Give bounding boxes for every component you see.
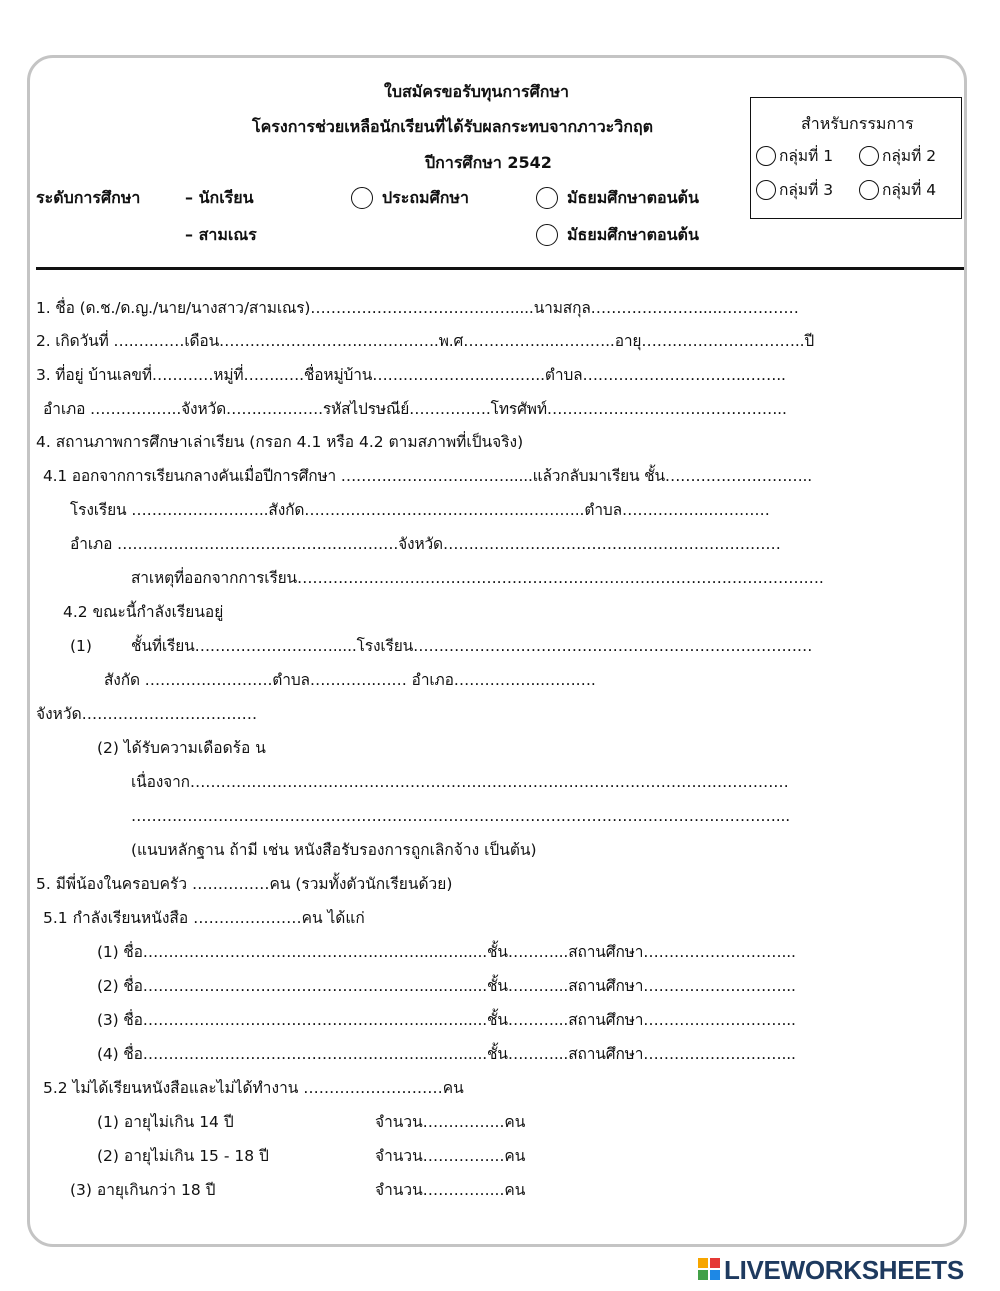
field-5-2-not-studying[interactable]: 5.2 ไม่ได้เรียนหนังสือและไม่ได้ทำงาน ………………………คน	[43, 1079, 464, 1097]
item-4-2-2-heading: (2) ได้รับความเดือดร้อ น	[97, 739, 266, 757]
field-hardship-reason-2[interactable]: ………………………………………………………………………………………………………………...	[131, 807, 791, 825]
option-primary-label: ประถมศึกษา	[382, 188, 469, 207]
level-label: ระดับการศึกษา	[36, 188, 141, 207]
age-group-3-label: (3) อายุเกินกว่า 18 ปี	[70, 1181, 216, 1199]
item-4-2-1-number: (1)	[70, 637, 92, 655]
field-age-group-3-count[interactable]: จำนวน…………....คน	[375, 1181, 526, 1199]
field-hardship-reason[interactable]: เนื่องจาก………………………………………………………………………………………………………	[131, 773, 789, 791]
field-sibling-1[interactable]: (1) ชื่อ……………………………………………….....…......ชั้น………...สถานศึกษา………………………...	[97, 943, 796, 961]
group-4-label: กลุ่มที่ 4	[882, 181, 937, 199]
field-address[interactable]: 3. ที่อยู่ บ้านเลขที่…………หมู่ที่……..….ชื่อหมู่บ้าน…………………..………..ตำบล…………………………..……..	[36, 366, 786, 384]
field-4-1-dropout[interactable]: 4.1 ออกจากการเรียนกลางคันเมื่อปีการศึกษา …………………………….....แล้วกลับมาเรียน ชั้น………………………..	[43, 467, 813, 485]
field-4-2-class[interactable]: ชั้นที่เรียน……………………….....โรงเรียน……………………………………………………………………	[131, 637, 813, 655]
group-1-label: กลุ่มที่ 1	[779, 147, 834, 165]
field-4-1-school[interactable]: โรงเรียน ………………….…..สังกัด……………………………………..………..ตำบล……………..…………	[70, 501, 770, 519]
field-sibling-4[interactable]: (4) ชื่อ……………………………………………….....…......ชั้น………...สถานศึกษา………………………...	[97, 1045, 796, 1063]
academic-year: ปีการศึกษา 2542	[425, 153, 552, 172]
group-3-label: กลุ่มที่ 3	[779, 181, 834, 199]
student-label: – นักเรียน	[185, 188, 254, 207]
field-siblings[interactable]: 5. มีพี่น้องในครอบครัว ……………คน (รวมทั้งตัวนักเรียนด้วย)	[36, 875, 453, 893]
radio-lower-secondary-novice[interactable]	[536, 224, 558, 246]
field-age-group-1-count[interactable]: จำนวน…………....คน	[375, 1113, 526, 1131]
option-lower-secondary-label: มัธยมศึกษาตอนต้น	[567, 188, 699, 207]
field-age-group-2-count[interactable]: จำนวน…………....คน	[375, 1147, 526, 1165]
group-2-label: กลุ่มที่ 2	[882, 147, 937, 165]
committee-title: สำหรับกรรมการ	[801, 114, 914, 133]
radio-lower-secondary-student[interactable]	[536, 187, 558, 209]
form-title: ใบสมัครขอรับทุนการศึกษา	[384, 82, 569, 101]
field-5-1-studying[interactable]: 5.1 กำลังเรียนหนังสือ …………………คน ได้แก่	[43, 909, 365, 927]
field-4-1-district[interactable]: อำเภอ ……………………………………………….จังหวัด…………………………………………………………	[70, 535, 781, 553]
age-group-2-label: (2) อายุไม่เกิน 15 - 18 ปี	[97, 1147, 269, 1165]
header-divider	[36, 267, 964, 270]
field-4-1-reason[interactable]: สาเหตุที่ออกจากการเรียน………………………………………………………………………………………….	[131, 569, 824, 587]
radio-primary[interactable]	[351, 187, 373, 209]
radio-group-1[interactable]	[756, 146, 776, 166]
option-lower-secondary-novice-label: มัธยมศึกษาตอนต้น	[567, 225, 699, 244]
radio-group-2[interactable]	[859, 146, 879, 166]
age-group-1-label: (1) อายุไม่เกิน 14 ปี	[97, 1113, 234, 1131]
logo-blocks-icon	[698, 1258, 720, 1280]
field-birth[interactable]: 2. เกิดวันที่ ….….……เดือน…………………………………….พ.ศ……………....………..อายุ…………………………..ปี	[36, 332, 815, 350]
project-title: โครงการช่วยเหลือนักเรียนที่ได้รับผลกระทบจากภาวะวิกฤต	[252, 117, 654, 136]
radio-group-4[interactable]	[859, 180, 879, 200]
radio-group-3[interactable]	[756, 180, 776, 200]
field-sibling-3[interactable]: (3) ชื่อ……………………………………………….....…......ชั้น………...สถานศึกษา………………………...	[97, 1011, 796, 1029]
field-sibling-2[interactable]: (2) ชื่อ……………………………………………….....…......ชั้น………...สถานศึกษา………………………...	[97, 977, 796, 995]
logo-text: LIVEWORKSHEETS	[724, 1255, 964, 1285]
field-4-2-affiliation[interactable]: สังกัด …………………….ตำบล………….…… อำเภอ……………...……….	[104, 671, 596, 689]
field-4-2-province[interactable]: จังหวัด………………………….…	[36, 705, 258, 723]
section-4-heading: 4. สถานภาพการศึกษาเล่าเรียน (กรอก 4.1 หรือ 4.2 ตามสภาพที่เป็นจริง)	[36, 433, 524, 451]
evidence-note: (แนบหลักฐาน ถ้ามี เช่น หนังสือรับรองการถูกเลิกจ้าง เป็นต้น)	[131, 841, 537, 859]
committee-box	[750, 97, 962, 219]
field-name[interactable]: 1. ชื่อ (ด.ช./ด.ญ./นาย/นางสาว/สามเณร)………………………………….....นามสกุล………………….....……………	[36, 299, 799, 317]
section-4-2-heading: 4.2 ขณะนี้กำลังเรียนอยู่	[63, 603, 224, 621]
field-district[interactable]: อำเภอ ………….…..จังหวัด……………….รหัสไปรษณีย์…………….โทรศัพท์………………………………………..	[43, 400, 787, 418]
novice-label: – สามเณร	[185, 225, 257, 244]
